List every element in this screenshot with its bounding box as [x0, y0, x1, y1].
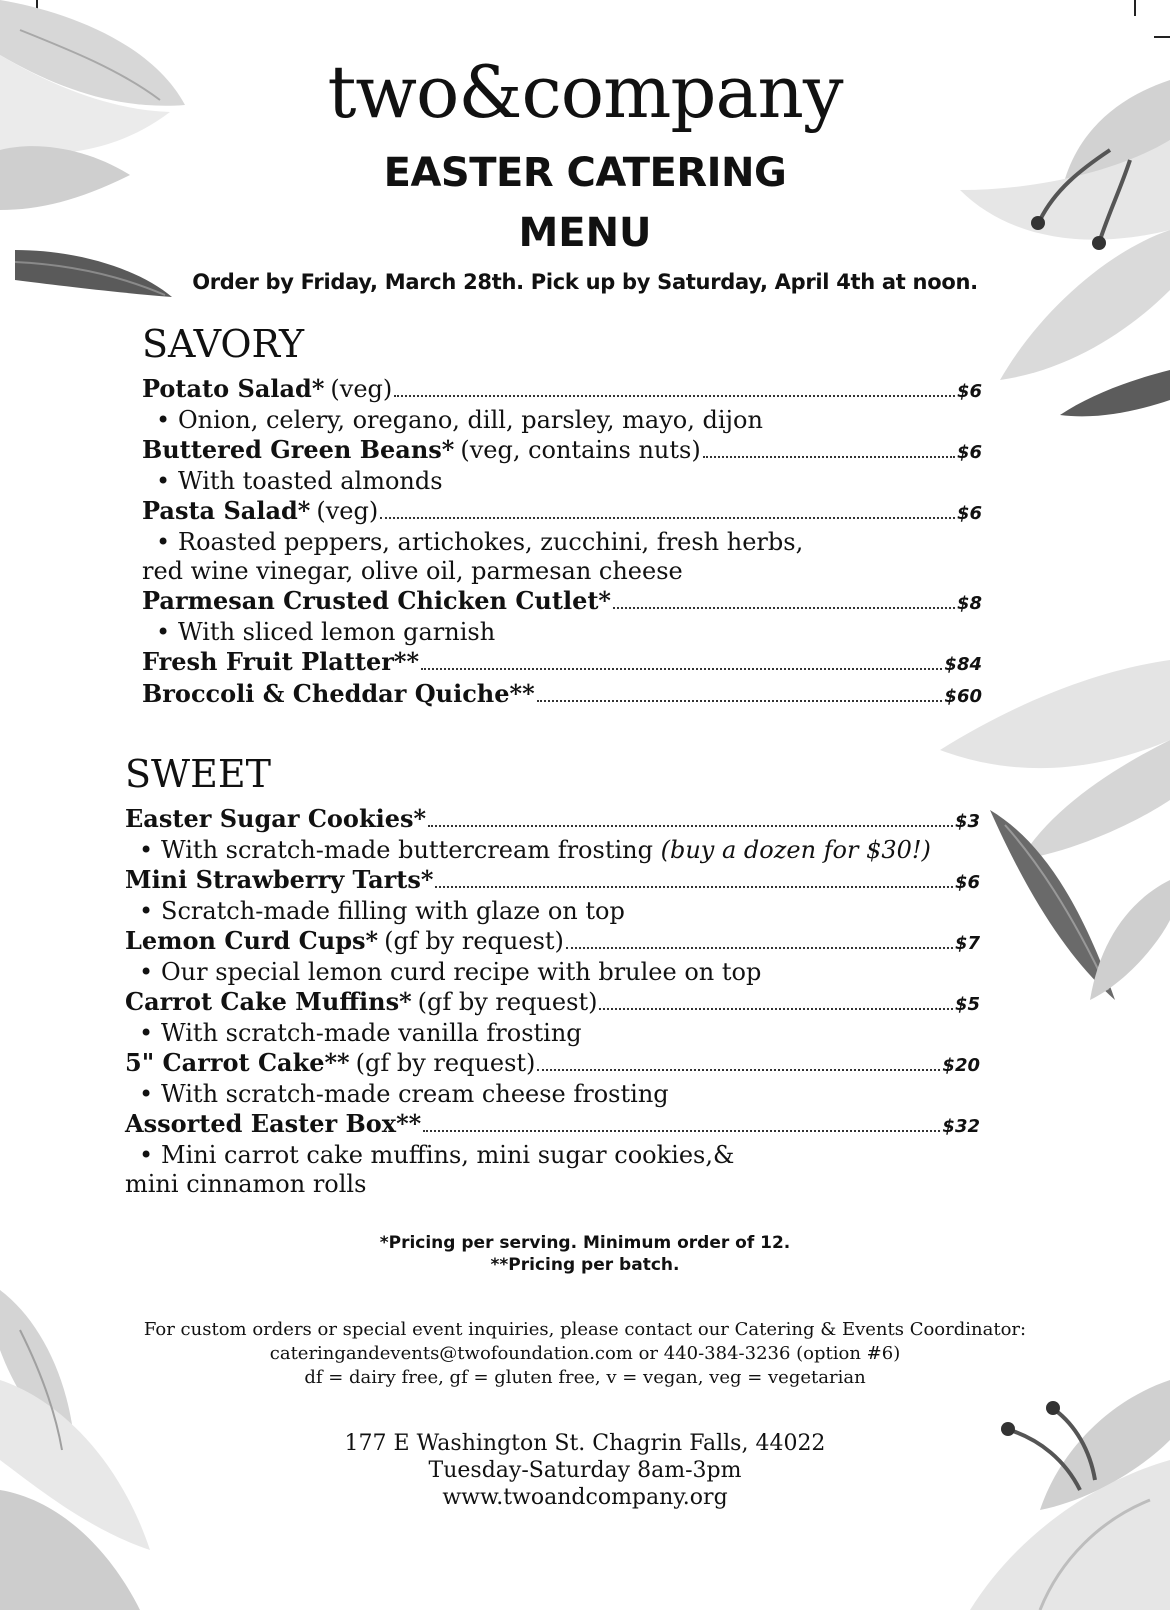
item-note: (veg): [330, 375, 393, 403]
item-name: Potato Salad*: [142, 374, 325, 403]
section-title-savory: SAVORY: [142, 322, 305, 366]
menu-item: [125, 987, 980, 1019]
item-description: • Mini carrot cake muffins, mini sugar cookies,&: [139, 1141, 735, 1169]
leader-dots: [435, 885, 953, 888]
item-price: $20: [942, 1055, 980, 1076]
item-note: (gf by request): [384, 927, 564, 955]
leader-dots: [537, 1068, 940, 1071]
leader-dots: [599, 1007, 952, 1010]
item-description: • Our special lemon curd recipe with brulee on top: [139, 958, 762, 986]
lily-illustration-top-right: [960, 80, 1170, 440]
menu-item: [125, 1109, 980, 1141]
crop-mark: [1134, 0, 1136, 16]
item-name: Broccoli & Cheddar Quiche**: [142, 679, 535, 708]
item-price: $6: [956, 442, 982, 463]
item-description: • With scratch-made cream cheese frosting: [139, 1080, 669, 1108]
item-name: Lemon Curd Cups*: [125, 926, 379, 955]
item-note: (veg, contains nuts): [460, 436, 701, 464]
business-hours: Tuesday-Saturday 8am-3pm: [428, 1458, 742, 1483]
menu-item: [142, 586, 982, 618]
sweet-section: [125, 750, 980, 1199]
address-block: [0, 1430, 1170, 1511]
item-note: (veg): [316, 497, 379, 525]
leader-dots: [703, 455, 955, 458]
menu-title: EASTER CATERING: [383, 150, 787, 196]
leader-dots: [428, 824, 953, 827]
website-link[interactable]: www.twoandcompany.org: [442, 1485, 728, 1510]
item-note: (gf by request): [417, 988, 598, 1016]
menu-item: [142, 374, 982, 406]
item-name: Mini Strawberry Tarts*: [125, 865, 434, 894]
item-name: Assorted Easter Box**: [125, 1109, 422, 1138]
item-price: $6: [954, 872, 980, 893]
item-description: • With scratch-made vanilla frosting: [139, 1019, 582, 1047]
menu-item: [125, 804, 980, 836]
leader-dots: [421, 667, 942, 670]
item-description: • Scratch-made filling with glaze on top: [139, 897, 625, 925]
item-price: $7: [954, 933, 980, 954]
item-price: $6: [956, 503, 982, 524]
item-description-continued: mini cinnamon rolls: [125, 1170, 367, 1198]
savory-section: [142, 320, 982, 711]
item-description: • Roasted peppers, artichokes, zucchini, fresh herbs,: [156, 528, 804, 556]
leader-dots: [394, 394, 955, 397]
item-description-continued: red wine vinegar, olive oil, parmesan cheese: [142, 557, 683, 585]
menu-item: [125, 1048, 980, 1080]
item-price: $60: [944, 686, 982, 707]
brand-logo: two&company: [327, 50, 843, 134]
item-name: Fresh Fruit Platter**: [142, 647, 420, 676]
leader-dots: [423, 1129, 940, 1132]
menu-item: [125, 865, 980, 897]
contact-info: [0, 1318, 1170, 1390]
contact-email-phone: cateringandevents@twofoundation.com or 440-384-3236 (option #6): [269, 1343, 901, 1364]
item-name: Pasta Salad*: [142, 496, 311, 525]
leader-dots: [537, 699, 943, 702]
item-name: Parmesan Crusted Chicken Cutlet*: [142, 586, 611, 615]
item-description: • With toasted almonds: [156, 467, 443, 495]
crop-mark: [1154, 36, 1170, 38]
section-title-sweet: SWEET: [125, 752, 271, 796]
menu-item: [142, 435, 982, 467]
menu-item: [125, 926, 980, 958]
item-price: $3: [954, 811, 980, 832]
menu-item: [142, 496, 982, 528]
item-price: $5: [954, 994, 980, 1015]
menu-subtitle: MENU: [518, 210, 652, 256]
item-name: Carrot Cake Muffins*: [125, 987, 412, 1016]
item-description: • With sliced lemon garnish: [156, 618, 496, 646]
dietary-legend: df = dairy free, gf = gluten free, v = vegan, veg = vegetarian: [304, 1367, 866, 1388]
order-deadline-note: Order by Friday, March 28th. Pick up by Saturday, April 4th at noon.: [192, 270, 978, 294]
leader-dots: [566, 946, 953, 949]
menu-item: [142, 647, 982, 679]
item-price: $8: [956, 593, 982, 614]
item-promo: (buy a dozen for $30!): [660, 836, 931, 864]
footnote-batch: **Pricing per batch.: [490, 1255, 680, 1275]
item-description: • Onion, celery, oregano, dill, parsley, mayo, dijon: [156, 406, 763, 434]
item-description: • With scratch-made buttercream frosting (buy a dozen for $30!): [139, 836, 931, 864]
item-name: 5" Carrot Cake**: [125, 1048, 350, 1077]
item-price: $6: [956, 381, 982, 402]
item-name: Easter Sugar Cookies*: [125, 804, 427, 833]
item-note: (gf by request): [355, 1049, 536, 1077]
menu-item: [142, 679, 982, 711]
footnote-serving: *Pricing per serving. Minimum order of 12.: [379, 1233, 791, 1253]
item-name: Buttered Green Beans*: [142, 435, 455, 464]
street-address: 177 E Washington St. Chagrin Falls, 44022: [344, 1431, 826, 1456]
item-price: $32: [942, 1116, 980, 1137]
item-price: $84: [944, 654, 982, 675]
leader-dots: [380, 516, 955, 519]
pricing-footnotes: [0, 1232, 1170, 1276]
leader-dots: [613, 606, 955, 609]
contact-intro: For custom orders or special event inquiries, please contact our Catering & Events Coordinator:: [143, 1319, 1027, 1340]
